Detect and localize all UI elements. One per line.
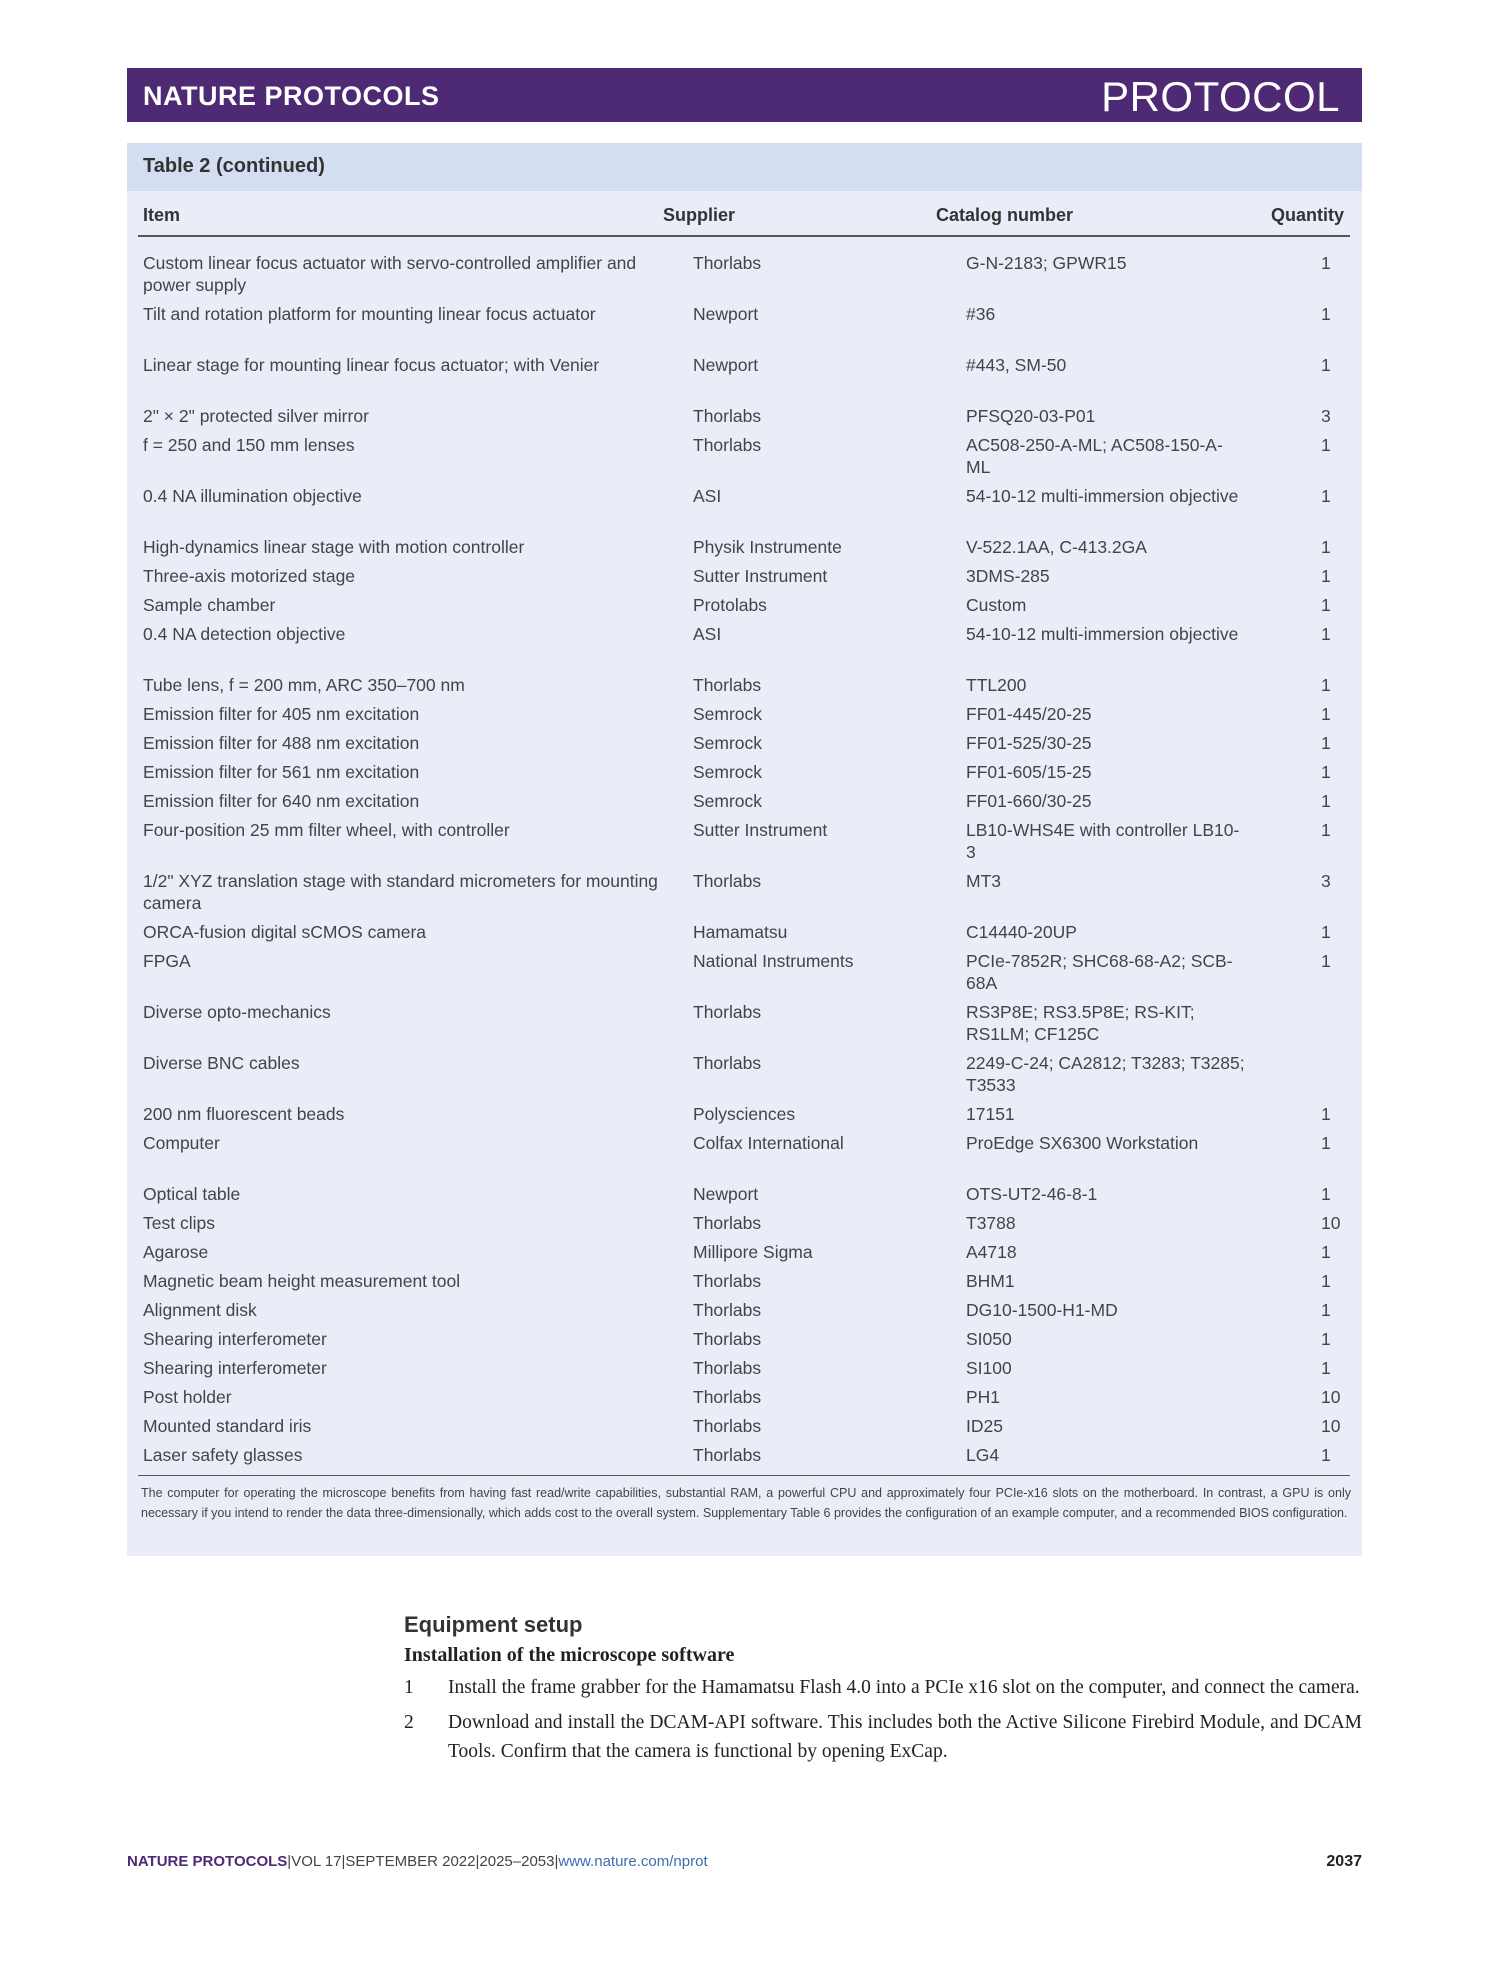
- cell-catalog-number: SI100: [966, 1358, 1012, 1378]
- table-row: [138, 623, 1431, 674]
- cell-catalog-number: DG10-1500-H1-MD: [966, 1300, 1118, 1320]
- cell-quantity: 3: [1321, 871, 1331, 891]
- cell-catalog-number: SI050: [966, 1329, 1012, 1349]
- cell-supplier: Newport: [693, 355, 759, 375]
- cell-catalog-number: C14440-20UP: [966, 922, 1077, 942]
- cell-item: Post holder: [143, 1387, 232, 1407]
- cell-quantity: 1: [1321, 762, 1331, 782]
- table-row: [138, 819, 1431, 870]
- cell-catalog-number: TTL200: [966, 675, 1027, 695]
- cell-supplier: Thorlabs: [693, 1300, 762, 1320]
- step-number: 1: [404, 1677, 414, 1698]
- cell-catalog-number: OTS-UT2-46-8-1: [966, 1184, 1098, 1204]
- cell-supplier: Thorlabs: [693, 871, 762, 891]
- cell-supplier: Hamamatsu: [693, 922, 788, 942]
- cell-item: High-dynamics linear stage with motion controller: [143, 537, 525, 557]
- cell-quantity: 3: [1321, 406, 1331, 426]
- cell-item: 0.4 NA detection objective: [143, 624, 346, 644]
- cell-quantity: 1: [1321, 624, 1331, 644]
- cell-catalog-number: #443, SM-50: [966, 355, 1067, 375]
- cell-quantity: 1: [1321, 1300, 1331, 1320]
- cell-item: Magnetic beam height measurement tool: [143, 1271, 461, 1291]
- cell-quantity: 1: [1321, 435, 1331, 455]
- table-row: [138, 1299, 1431, 1328]
- cell-item: Mounted standard iris: [143, 1416, 312, 1436]
- table-row: [138, 485, 1431, 536]
- table-row: [138, 703, 1431, 732]
- cell-item: FPGA: [143, 951, 191, 971]
- table-row: [138, 1103, 1431, 1132]
- cell-item: Three-axis motorized stage: [143, 566, 356, 586]
- cell-item: Sample chamber: [143, 595, 276, 615]
- table-row: [138, 674, 1431, 703]
- cell-quantity: 1: [1321, 486, 1331, 506]
- table-row: [138, 565, 1431, 594]
- cell-item: Emission filter for 640 nm excitation: [143, 791, 420, 811]
- cell-catalog-number: 2249-C-24; CA2812; T3283; T3285; T3533: [966, 1053, 1245, 1095]
- cell-catalog-number: G-N-2183; GPWR15: [966, 253, 1127, 273]
- equipment-setup-section: [404, 1612, 1362, 1772]
- table-row: [138, 1241, 1431, 1270]
- cell-catalog-number: LG4: [966, 1445, 1000, 1465]
- cell-supplier: Thorlabs: [693, 1445, 762, 1465]
- cell-quantity: 10: [1321, 1416, 1341, 1436]
- cell-quantity: 1: [1321, 304, 1331, 324]
- cell-item: Emission filter for 561 nm excitation: [143, 762, 420, 782]
- cell-quantity: 10: [1321, 1387, 1341, 1407]
- table-row: [138, 1386, 1431, 1415]
- cell-item: Test clips: [143, 1213, 215, 1233]
- cell-supplier: Thorlabs: [693, 253, 762, 273]
- cell-quantity: 1: [1321, 1242, 1331, 1262]
- cell-quantity: 1: [1321, 1271, 1331, 1291]
- cell-quantity: 1: [1321, 1133, 1331, 1153]
- table-row: [138, 761, 1431, 790]
- cell-catalog-number: BHM1: [966, 1271, 1015, 1291]
- cell-catalog-number: PFSQ20-03-P01: [966, 406, 1096, 426]
- cell-item: Four-position 25 mm filter wheel, with controller: [143, 820, 510, 840]
- cell-catalog-number: PCIe-7852R; SHC68-68-A2; SCB-68A: [966, 951, 1233, 993]
- cell-quantity: 1: [1321, 253, 1331, 273]
- footer-journal: NATURE PROTOCOLS: [127, 1853, 288, 1870]
- cell-catalog-number: 17151: [966, 1104, 1015, 1124]
- journal-name: NATURE PROTOCOLS: [143, 81, 440, 111]
- cell-supplier: Newport: [693, 304, 759, 324]
- cell-supplier: Protolabs: [693, 595, 767, 615]
- cell-item: Custom linear focus actuator with servo-controlled amplifier and power supply: [143, 253, 637, 295]
- cell-quantity: 1: [1321, 1445, 1331, 1465]
- table-footnote: The computer for operating the microscope benefits from having fast read/write capabilities, substantial RAM, a powerful CPU and approximately four PCIe-x16 slots on the motherboard. In contrast, a GPU is only necessary if you intend to render the data three-dimensionally, which adds cost to the overall system. Supplementary Table 6 provides the configuration of an example computer, and a recommended BIOS configuration.: [141, 1486, 1351, 1520]
- cell-item: Tilt and rotation platform for mounting linear focus actuator: [143, 304, 596, 324]
- cell-catalog-number: V-522.1AA, C-413.2GA: [966, 537, 1147, 557]
- cell-catalog-number: AC508-250-A-ML; AC508-150-A-ML: [966, 435, 1223, 477]
- cell-supplier: Sutter Instrument: [693, 820, 828, 840]
- table-caption: Table 2 (continued): [127, 143, 1362, 191]
- section-heading: Equipment setup: [404, 1612, 583, 1637]
- table-row: [138, 252, 1431, 303]
- cell-quantity: 1: [1321, 922, 1331, 942]
- cell-catalog-number: 54-10-12 multi-immersion objective: [966, 486, 1239, 506]
- table-row: [138, 870, 1431, 921]
- table-row: [138, 921, 1431, 950]
- table-row: [138, 1183, 1431, 1212]
- cell-supplier: Semrock: [693, 762, 763, 782]
- cell-item: 1/2" XYZ translation stage with standard micrometers for mounting camera: [143, 871, 658, 913]
- footer-url-link[interactable]: www.nature.com/nprot: [558, 1853, 708, 1870]
- equipment-table: [127, 143, 1362, 1556]
- step-text: Install the frame grabber for the Hamamatsu Flash 4.0 into a PCIe x16 slot on the computer, and connect the camera.: [448, 1677, 1360, 1698]
- table-row: [138, 732, 1431, 761]
- footer-date: SEPTEMBER 2022: [345, 1853, 476, 1870]
- table-row: [138, 405, 1431, 434]
- header-rule: [138, 235, 1350, 237]
- table-row: [138, 950, 1431, 1001]
- cell-item: ORCA-fusion digital sCMOS camera: [143, 922, 426, 942]
- bottom-rule: [138, 1475, 1350, 1476]
- step-item: [404, 1673, 1362, 1702]
- cell-catalog-number: 54-10-12 multi-immersion objective: [966, 624, 1239, 644]
- cell-supplier: Semrock: [693, 791, 763, 811]
- cell-quantity: [1286, 1001, 1431, 1052]
- cell-supplier: Thorlabs: [693, 1271, 762, 1291]
- table-row: [138, 1415, 1431, 1444]
- cell-catalog-number: T3788: [966, 1213, 1016, 1233]
- cell-catalog-number: ProEdge SX6300 Workstation: [966, 1133, 1199, 1153]
- cell-quantity: 1: [1321, 791, 1331, 811]
- table-row: [138, 1357, 1431, 1386]
- page-number: 2037: [1326, 1853, 1362, 1870]
- cell-catalog-number: 3DMS-285: [966, 566, 1050, 586]
- page-footer: NATURE PROTOCOLS|VOL 17|SEPTEMBER 2022|2025–2053|www.nature.com/nprot 2037: [127, 1850, 1362, 1874]
- table-body: [138, 252, 1431, 1473]
- cell-supplier: Thorlabs: [693, 406, 762, 426]
- cell-item: Shearing interferometer: [143, 1329, 327, 1349]
- cell-item: Emission filter for 405 nm excitation: [143, 704, 420, 724]
- cell-supplier: Sutter Instrument: [693, 566, 828, 586]
- step-item: [404, 1708, 1362, 1766]
- cell-supplier: Colfax International: [693, 1133, 844, 1153]
- column-header-supplier: Supplier: [663, 205, 736, 225]
- cell-quantity: 1: [1321, 1329, 1331, 1349]
- cell-quantity: 1: [1321, 951, 1331, 971]
- cell-catalog-number: LB10-WHS4E with controller LB10-3: [966, 820, 1240, 862]
- cell-catalog-number: ID25: [966, 1416, 1003, 1436]
- cell-quantity: 1: [1321, 733, 1331, 753]
- cell-item: Laser safety glasses: [143, 1445, 303, 1465]
- cell-supplier: Thorlabs: [693, 1002, 762, 1022]
- cell-catalog-number: #36: [966, 304, 996, 324]
- cell-quantity: 1: [1321, 537, 1331, 557]
- cell-quantity: 1: [1321, 675, 1331, 695]
- cell-catalog-number: A4718: [966, 1242, 1017, 1262]
- table-row: [138, 303, 1431, 354]
- cell-item: Alignment disk: [143, 1300, 257, 1320]
- table-row: [138, 1444, 1431, 1473]
- table-row: [138, 1270, 1431, 1299]
- column-header-item: Item: [143, 205, 181, 225]
- table-row: [138, 1132, 1431, 1183]
- cell-quantity: 1: [1321, 704, 1331, 724]
- table-row: [138, 354, 1431, 405]
- cell-item: 200 nm fluorescent beads: [143, 1104, 345, 1124]
- table-row: [138, 434, 1431, 485]
- cell-item: 2" × 2" protected silver mirror: [143, 406, 369, 426]
- cell-item: Optical table: [143, 1184, 241, 1204]
- cell-supplier: Thorlabs: [693, 1213, 762, 1233]
- cell-supplier: Millipore Sigma: [693, 1242, 813, 1262]
- section-subheading: Installation of the microscope software: [404, 1644, 735, 1666]
- cell-item: Shearing interferometer: [143, 1358, 327, 1378]
- cell-item: 0.4 NA illumination objective: [143, 486, 362, 506]
- table-row: [138, 594, 1431, 623]
- cell-supplier: Thorlabs: [693, 1358, 762, 1378]
- cell-catalog-number: FF01-660/30-25: [966, 791, 1092, 811]
- cell-item: Tube lens, f = 200 mm, ARC 350–700 nm: [143, 675, 465, 695]
- cell-supplier: ASI: [693, 624, 722, 644]
- table-row: [138, 1212, 1431, 1241]
- journal-header-bar: [127, 68, 1362, 122]
- footer-pages: 2025–2053: [479, 1853, 555, 1870]
- step-text: Download and install the DCAM-API software. This includes both the Active Silicone Firebird Module, and DCAM Tools. Confirm that the camera is functional by opening ExCap.: [448, 1712, 1362, 1762]
- cell-supplier: Thorlabs: [693, 435, 762, 455]
- cell-quantity: 1: [1321, 1184, 1331, 1204]
- cell-catalog-number: FF01-445/20-25: [966, 704, 1092, 724]
- cell-supplier: Semrock: [693, 704, 763, 724]
- footer-volume: VOL 17: [291, 1853, 342, 1870]
- cell-supplier: Thorlabs: [693, 1053, 762, 1073]
- cell-item: Computer: [143, 1133, 220, 1153]
- cell-supplier: Thorlabs: [693, 1416, 762, 1436]
- cell-supplier: Thorlabs: [693, 1329, 762, 1349]
- table-row: [138, 1328, 1431, 1357]
- cell-supplier: Physik Instrumente: [693, 537, 842, 557]
- cell-item: Linear stage for mounting linear focus actuator; with Venier: [143, 355, 600, 375]
- cell-item: Diverse BNC cables: [143, 1053, 300, 1073]
- cell-catalog-number: RS3P8E; RS3.5P8E; RS-KIT; RS1LM; CF125C: [966, 1002, 1195, 1044]
- cell-item: Agarose: [143, 1242, 209, 1262]
- cell-catalog-number: Custom: [966, 595, 1027, 615]
- column-header-catalog-number: Catalog number: [936, 205, 1074, 225]
- cell-catalog-number: MT3: [966, 871, 1001, 891]
- cell-quantity: 10: [1321, 1213, 1341, 1233]
- cell-supplier: ASI: [693, 486, 722, 506]
- cell-supplier: Newport: [693, 1184, 759, 1204]
- cell-item: f = 250 and 150 mm lenses: [143, 435, 355, 455]
- cell-quantity: 1: [1321, 820, 1331, 840]
- article-type: PROTOCOL: [1101, 73, 1340, 120]
- column-header-quantity: Quantity: [1271, 205, 1345, 225]
- cell-item: Emission filter for 488 nm excitation: [143, 733, 420, 753]
- table-row: [138, 790, 1431, 819]
- cell-supplier: Thorlabs: [693, 675, 762, 695]
- cell-catalog-number: FF01-605/15-25: [966, 762, 1092, 782]
- cell-catalog-number: FF01-525/30-25: [966, 733, 1092, 753]
- table-row: [138, 536, 1431, 565]
- cell-item: Diverse opto-mechanics: [143, 1002, 331, 1022]
- cell-quantity: [1286, 1052, 1431, 1103]
- cell-catalog-number: PH1: [966, 1387, 1001, 1407]
- cell-quantity: 1: [1321, 1358, 1331, 1378]
- cell-supplier: National Instruments: [693, 951, 854, 971]
- step-number: 2: [404, 1712, 414, 1733]
- cell-quantity: 1: [1321, 1104, 1331, 1124]
- cell-supplier: Thorlabs: [693, 1387, 762, 1407]
- cell-supplier: Polysciences: [693, 1104, 796, 1124]
- table-row: [138, 1052, 1431, 1103]
- cell-supplier: Semrock: [693, 733, 763, 753]
- cell-quantity: 1: [1321, 355, 1331, 375]
- table-row: [138, 1001, 1431, 1052]
- cell-quantity: 1: [1321, 566, 1331, 586]
- cell-quantity: 1: [1321, 595, 1331, 615]
